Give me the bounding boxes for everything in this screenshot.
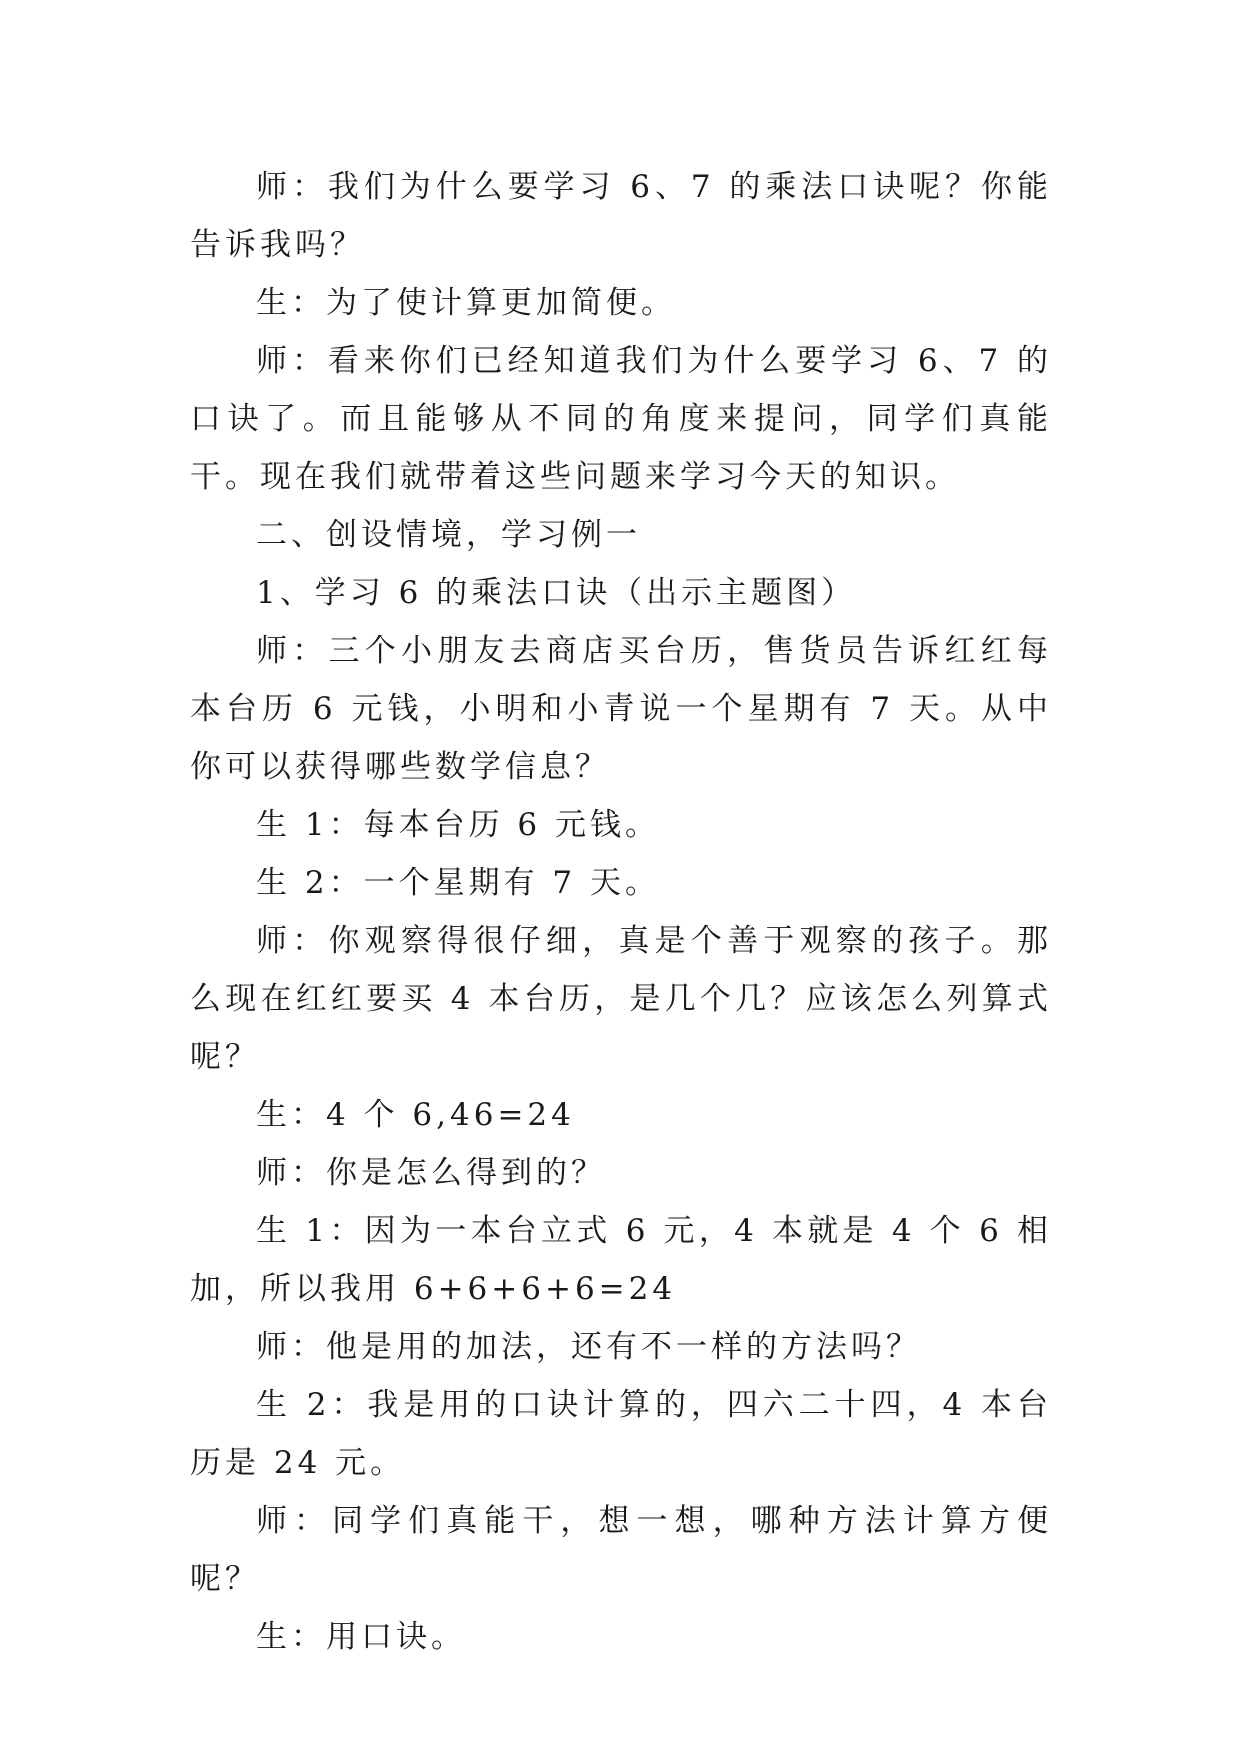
paragraph: 生 1：每本台历 6 元钱。 (256, 807, 661, 843)
paragraph: 师：他是用的加法，还有不一样的方法吗？ (256, 1329, 921, 1365)
paragraph: 师：同学们真能干，想一想，哪种方法计算方便呢？ (190, 1503, 1052, 1597)
paragraph: 师：我们为什么要学习 6、7 的乘法口诀呢？你能告诉我吗？ (190, 169, 1052, 263)
paragraph: 生：为了使计算更加简便。 (256, 285, 676, 321)
paragraph: 生 1：因为一本台立式 6 元，4 本就是 4 个 6 相加，所以我用 6+6+6+6=24 (190, 1213, 1052, 1307)
paragraph: 生 2：一个星期有 7 天。 (256, 865, 661, 901)
paragraph: 师：你观察得很仔细，真是个善于观察的孩子。那么现在红红要买 4 本台历，是几个几？应该怎么列算式呢？ (190, 923, 1052, 1075)
paragraph: 生：用口诀。 (256, 1619, 466, 1655)
paragraph: 师：三个小朋友去商店买台历，售货员告诉红红每本台历 6 元钱，小明和小青说一个星期有 7 天。从中你可以获得哪些数学信息？ (190, 633, 1052, 785)
paragraph: 生：4 个 6,46=24 (256, 1097, 575, 1133)
document-page (190, 158, 1052, 1666)
paragraph: 生 2：我是用的口诀计算的，四六二十四，4 本台历是 24 元。 (190, 1387, 1052, 1481)
paragraph: 师：看来你们已经知道我们为什么要学习 6、7 的口诀了。而且能够从不同的角度来提问，同学们真能干。现在我们就带着这些问题来学习今天的知识。 (190, 343, 1052, 495)
section-heading: 二、创设情境，学习例一 (256, 517, 641, 553)
subsection-heading: 1、学习 6 的乘法口诀（出示主题图） (256, 575, 857, 611)
paragraph: 师：你是怎么得到的？ (256, 1155, 606, 1191)
